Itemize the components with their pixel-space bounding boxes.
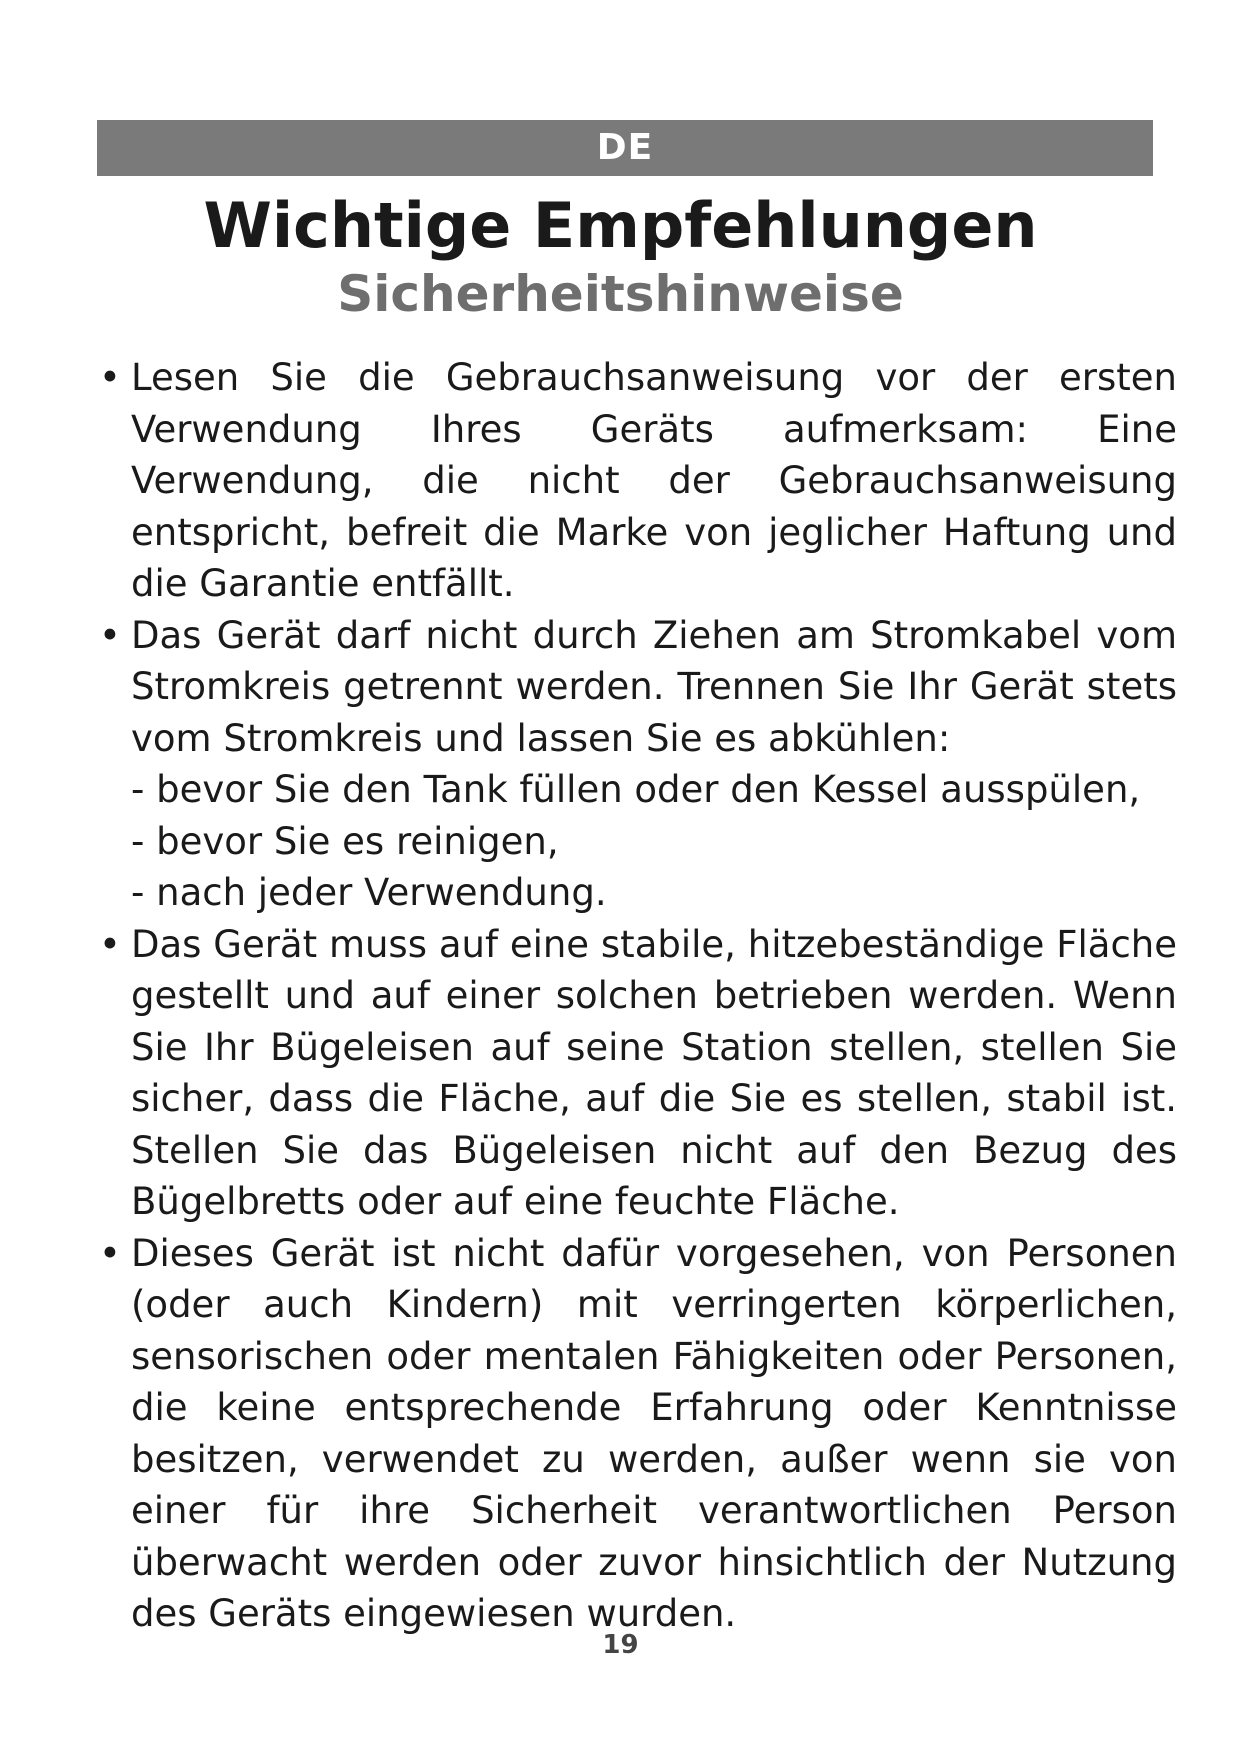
bullet-icon: • bbox=[99, 1231, 121, 1275]
bullet-icon: • bbox=[99, 356, 121, 399]
list-item-text: Lesen Sie die Gebrauchsanweisung vor der ersten Verwendung Ihres Geräts aufmerksam: Eine Verwendung, die nicht der Gebrauchsanweisung entspricht, befreit die Marke von jeglicher Haftung und die Garantie entfällt. bbox=[131, 356, 1177, 605]
page-subtitle: Sicherheitshinweise bbox=[337, 265, 904, 323]
language-code: DE bbox=[596, 127, 654, 168]
sub-list-item: - nach jeder Verwendung. bbox=[131, 871, 607, 914]
list-item bbox=[97, 1228, 1177, 1640]
list-item-text: Dieses Gerät ist nicht dafür vorgesehen, von Personen (oder auch Kindern) mit verringerten körperlichen, sensorischen oder mentalen Fähigkeiten oder Personen, die keine entsprechende Erfahrung oder Kenntnisse besitzen, verwendet zu werden, außer wenn sie von einer für ihre Sicherheit verantwortlichen Person überwacht werden oder zuvor hinsichtlich der Nutzung des Geräts eingewiesen wurden. bbox=[131, 1231, 1177, 1635]
sub-list-item: - bevor Sie es reinigen, bbox=[131, 819, 559, 863]
language-bar bbox=[97, 120, 1153, 176]
bullet-icon: • bbox=[99, 922, 121, 966]
list-item bbox=[97, 919, 1177, 1228]
safety-instructions bbox=[97, 352, 1177, 1640]
list-item-text: Das Gerät darf nicht durch Ziehen am Stromkabel vom Stromkreis getrennt werden. Trennen Sie Ihr Gerät stets vom Stromkreis und lassen Sie es abkühlen: bbox=[131, 613, 1177, 760]
page-number: 19 bbox=[602, 1630, 639, 1660]
bullet-icon: • bbox=[99, 613, 121, 657]
list-item-text: Das Gerät muss auf eine stabile, hitzebeständige Fläche gestellt und auf einer solchen betrieben werden. Wenn Sie Ihr Bügeleisen auf seine Station stellen, stellen Sie sicher, dass die Fläche, auf die Sie es stellen, stabil ist. Stellen Sie das Bügeleisen nicht auf den Bezug des Bügelbretts oder auf eine feuchte Fläche. bbox=[131, 922, 1177, 1223]
list-item bbox=[97, 610, 1177, 919]
list-item bbox=[97, 352, 1177, 610]
sub-list-item: - bevor Sie den Tank füllen oder den Kessel ausspülen, bbox=[131, 768, 1141, 811]
page-title: Wichtige Empfehlungen bbox=[203, 189, 1038, 262]
